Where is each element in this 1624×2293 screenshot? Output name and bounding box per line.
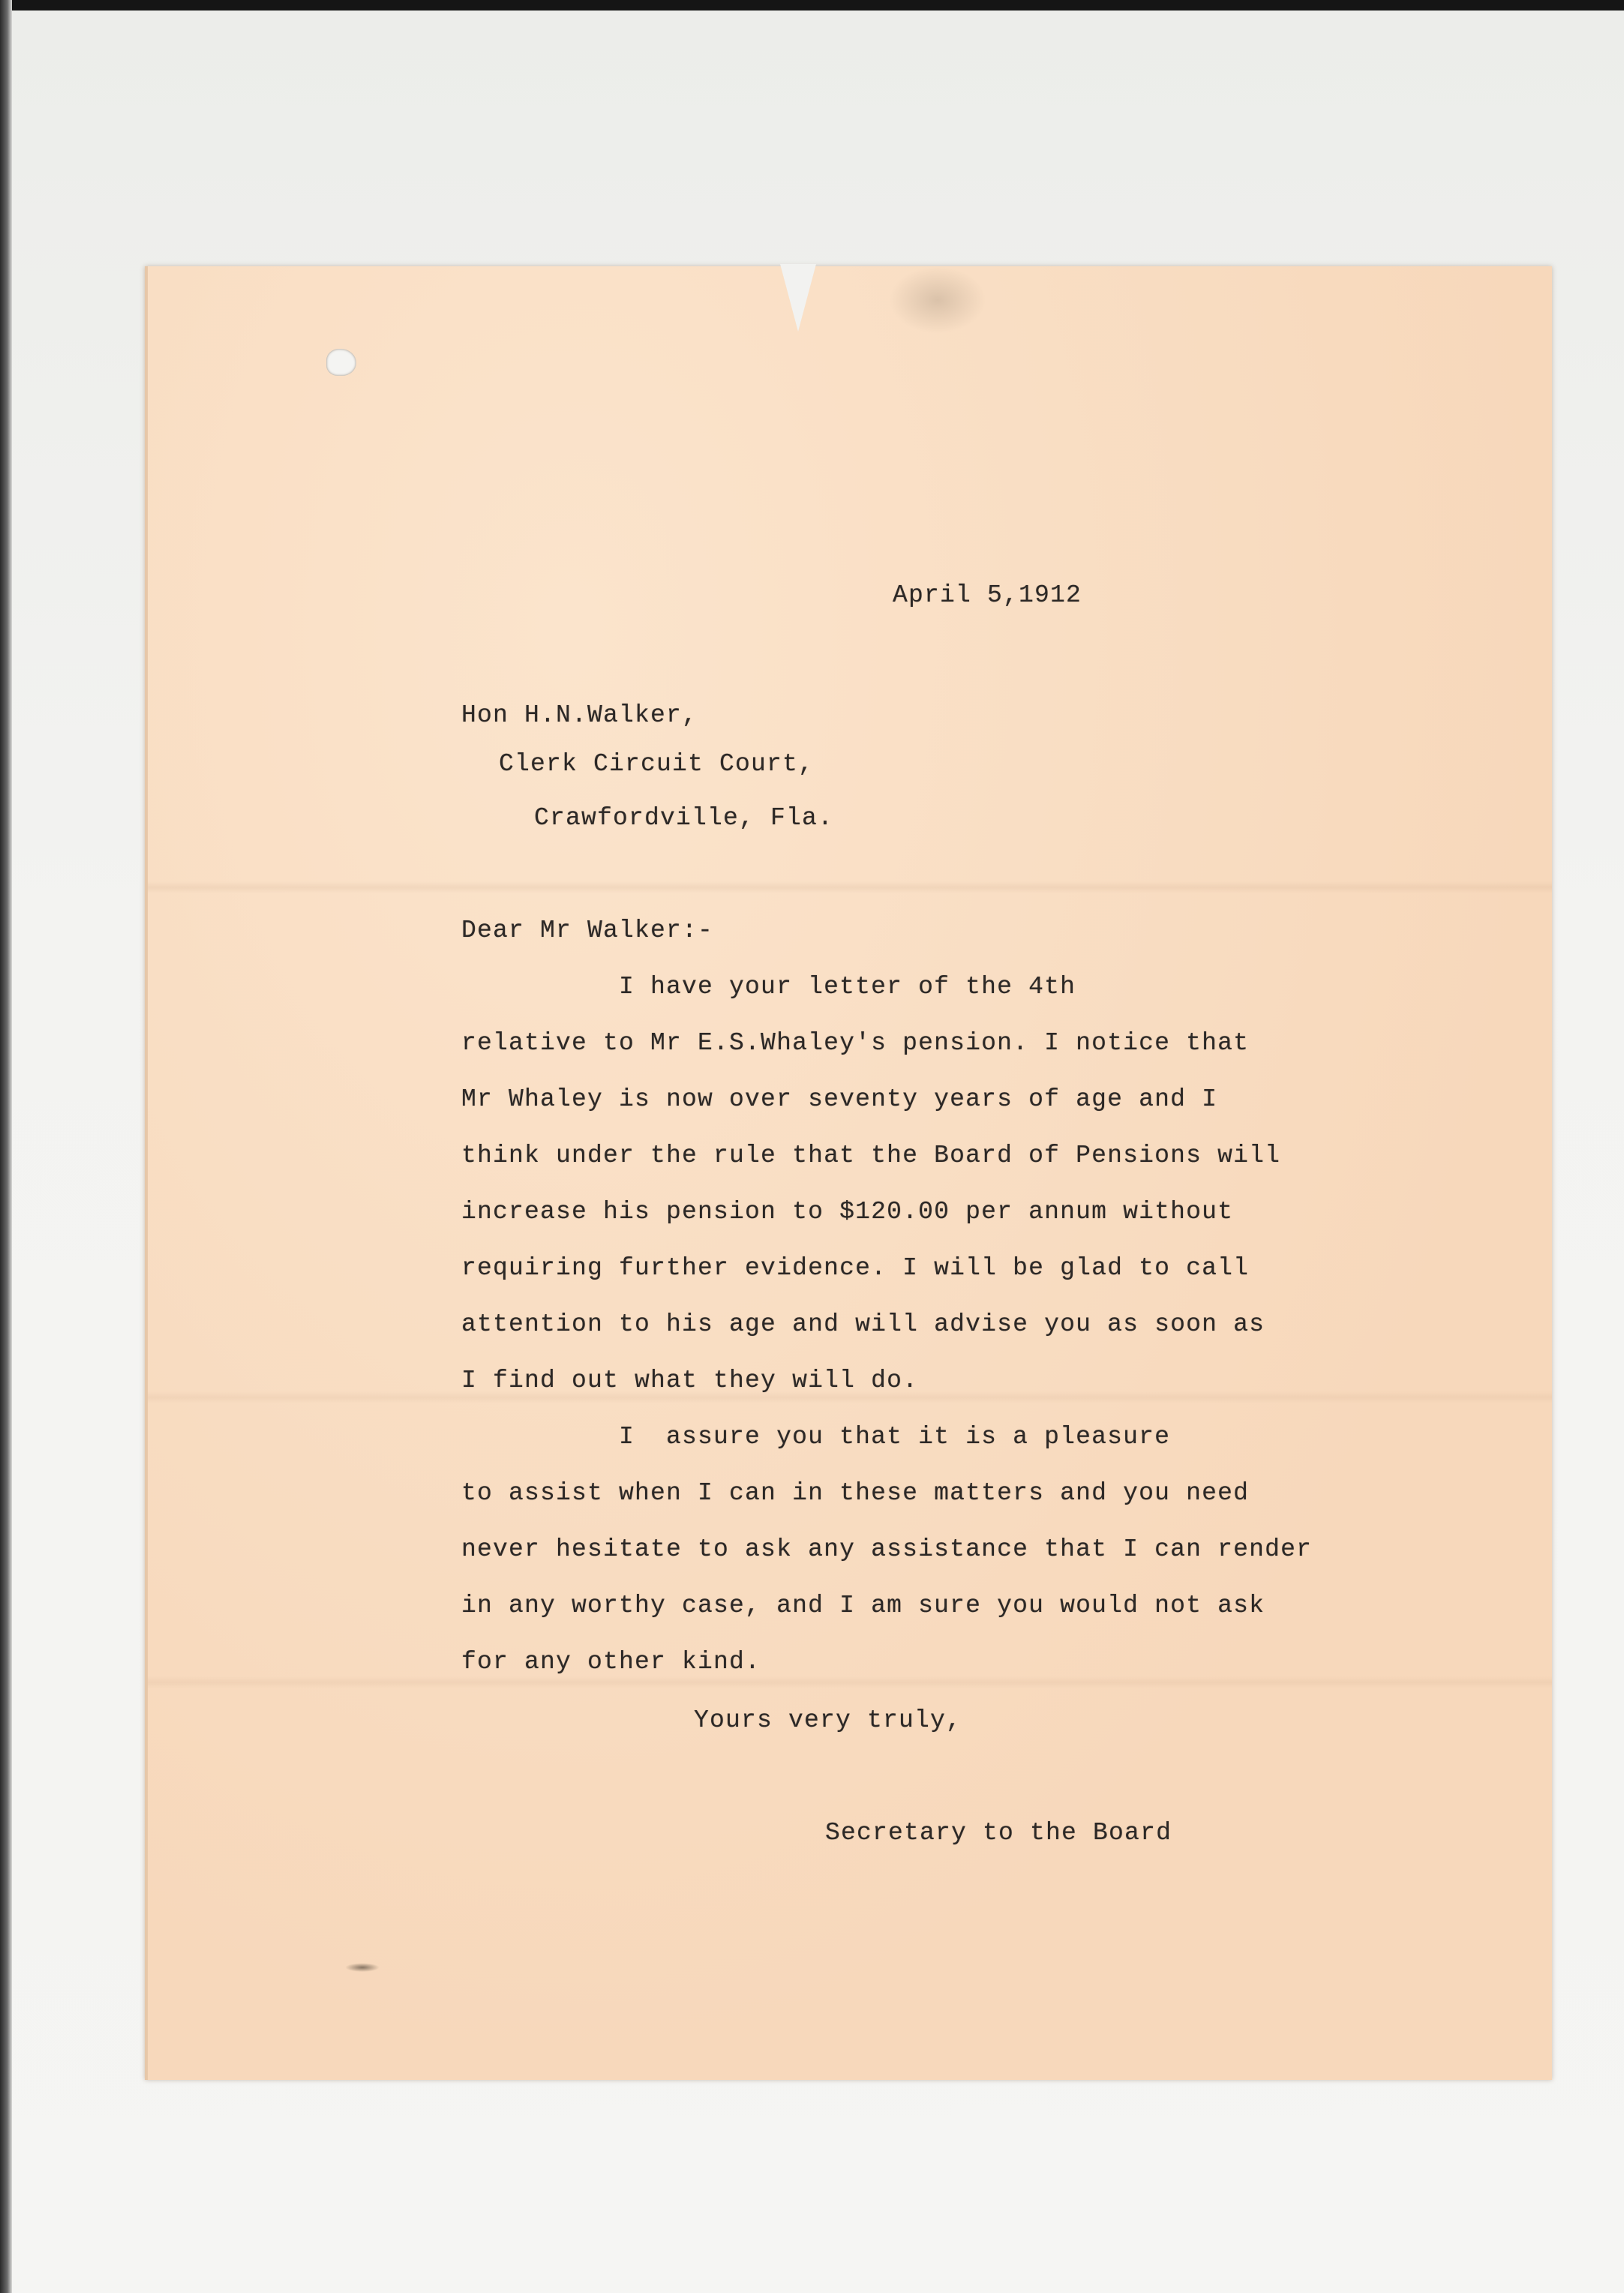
closing: Yours very truly,	[694, 1706, 962, 1734]
body-line: never hesitate to ask any assistance that I can render	[461, 1535, 1313, 1563]
recipient-name: Hon H.N.Walker,	[461, 701, 698, 729]
paper-hole	[326, 349, 356, 376]
body-line: to assist when I can in these matters and you need	[461, 1479, 1250, 1507]
paper-smudge	[889, 266, 986, 334]
scanner-top-edge	[0, 0, 1624, 11]
recipient-title: Clerk Circuit Court,	[499, 750, 815, 778]
body-line: I have your letter of the 4th	[461, 973, 1076, 1001]
body-line: attention to his age and will advise you as soon as	[461, 1310, 1265, 1338]
recipient-location: Crawfordville, Fla.	[534, 804, 834, 832]
body-line: for any other kind.	[461, 1648, 761, 1676]
letter-paper	[145, 266, 1552, 2080]
body-line: think under the rule that the Board of Pensions will	[461, 1142, 1281, 1169]
scanner-left-edge	[0, 0, 12, 2293]
signature-title: Secretary to the Board	[825, 1819, 1172, 1847]
body-line: relative to Mr E.S.Whaley's pension. I notice that	[461, 1029, 1250, 1057]
salutation: Dear Mr Walker:-	[461, 917, 714, 944]
body-line: I find out what they will do.	[461, 1367, 919, 1394]
body-line: increase his pension to $120.00 per annum without	[461, 1198, 1234, 1226]
body-line: in any worthy case, and I am sure you would not ask	[461, 1592, 1265, 1619]
body-line: requiring further evidence. I will be glad to call	[461, 1254, 1250, 1282]
body-line: I assure you that it is a pleasure	[461, 1423, 1171, 1451]
paper-speck	[345, 1963, 380, 1972]
paper-tear-notch	[780, 264, 816, 332]
letter-date: April 5,1912	[893, 581, 1082, 609]
body-line: Mr Whaley is now over seventy years of age and I	[461, 1085, 1218, 1113]
